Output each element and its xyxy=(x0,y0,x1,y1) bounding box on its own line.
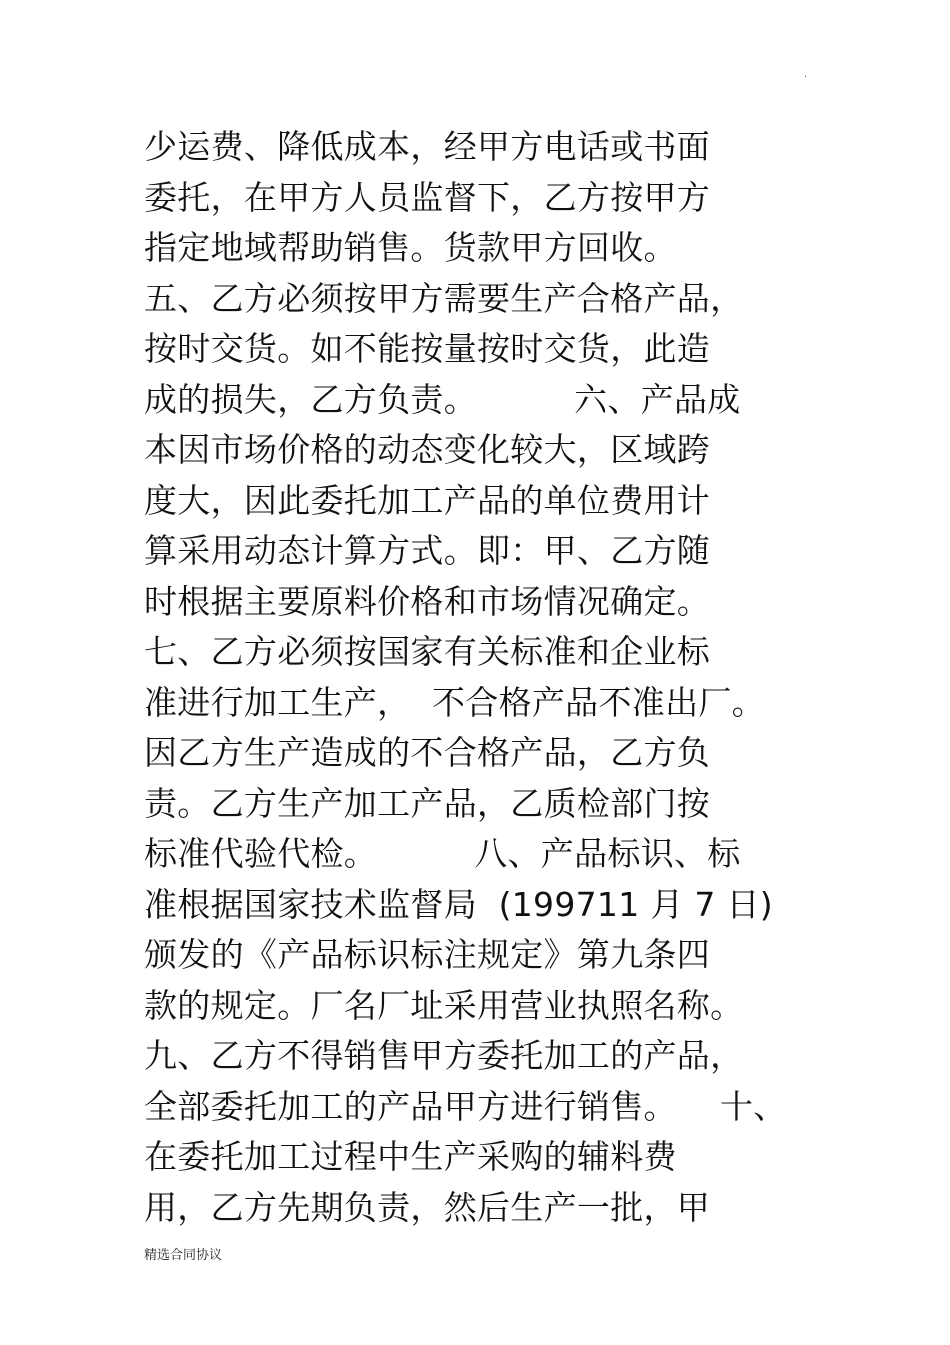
text-line: 委托，在甲方人员监督下，乙方按甲方 xyxy=(144,177,711,217)
text-line: 款的规定。厂名厂址采用营业执照名称。 xyxy=(144,985,744,1025)
text-line: 本因市场价格的动态变化较大，区域跨 xyxy=(144,430,711,469)
text-line: 用，乙方先期负责，然后生产一批，甲 xyxy=(144,1187,711,1227)
text-line: 五、乙方必须按甲方需要生产合格产品， xyxy=(144,278,744,318)
text-line: 按时交货。如不能按量按时交货，此造 xyxy=(144,329,711,368)
text-line: 责。乙方生产加工产品，乙质检部门按 xyxy=(144,783,711,823)
text-line: 准根据国家技术监督局 (199711 月 7 日) xyxy=(144,884,773,924)
text-line: 九、乙方不得销售甲方委托加工的产品， xyxy=(144,1036,744,1075)
text-line: 指定地域帮助销售。货款甲方回收。 xyxy=(144,228,677,267)
text-line: 少运费、降低成本，经甲方电话或书面 xyxy=(144,127,711,166)
text-line: 因乙方生产造成的不合格产品，乙方负 xyxy=(144,733,711,772)
text-line: 标准代验代检。 八、产品标识、标 xyxy=(144,834,741,873)
document-body xyxy=(144,122,824,1233)
text-line: 颁发的《产品标识标注规定》第九条四 xyxy=(144,935,711,974)
text-line: 度大，因此委托加工产品的单位费用计 xyxy=(144,480,711,520)
text-line: 准进行加工生产， 不合格产品不准出厂。 xyxy=(144,682,765,722)
page-footer: 精选合同协议 xyxy=(144,1248,223,1263)
text-line: 算采用动态计算方式。即：甲、乙方随 xyxy=(144,531,711,570)
text-line: 七、乙方必须按国家有关标准和企业标 xyxy=(144,632,711,671)
text-line: 时根据主要原料价格和市场情况确定。 xyxy=(144,581,711,621)
text-line: 在委托加工过程中生产采购的辅料费 xyxy=(144,1137,677,1176)
page-corner-mark: . xyxy=(804,69,808,80)
text-line: 全部委托加工的产品甲方进行销售。 十、 xyxy=(144,1086,787,1126)
text-line: 成的损失，乙方负责。 六、产品成 xyxy=(144,379,741,419)
